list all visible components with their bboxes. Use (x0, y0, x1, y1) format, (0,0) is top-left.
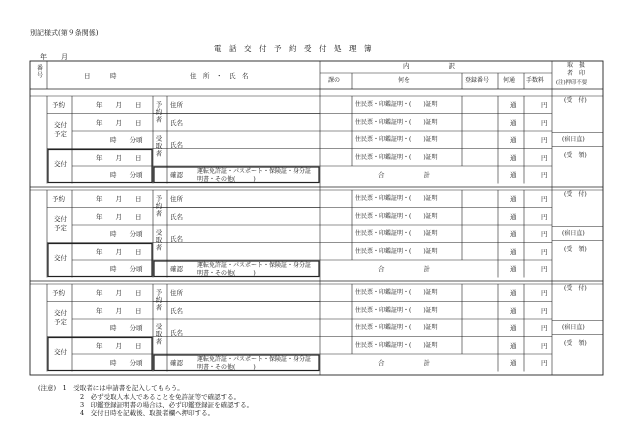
label-copies-unit: 通 (510, 171, 517, 179)
handler-duty: (宿日直) (562, 229, 585, 237)
handler-duty: (宿日直) (562, 323, 585, 331)
label-copies-unit: 通 (510, 359, 517, 367)
label-cert: 住民票・印鑑証明・( )証明 (355, 153, 438, 161)
label-reserve: 予約 (52, 101, 65, 109)
label-fee-unit: 円 (541, 153, 548, 162)
header-handler-note: (注)押印不要 (556, 80, 588, 86)
label-name: 氏名 (170, 212, 183, 221)
label-copies-unit: 通 (510, 265, 517, 273)
label-fee-unit: 円 (541, 306, 548, 315)
header-datetime: 日 時 (84, 72, 117, 80)
label-address: 住所 (170, 101, 183, 109)
label-date: 年 月 日 (96, 341, 142, 350)
label-confirm: 確認 (170, 265, 183, 273)
label-cert: 住民票・印鑑証明・( )証明 (355, 101, 438, 108)
header-breakdown: 内 訳 (403, 62, 455, 70)
label-time: 時 分頃 (110, 136, 143, 144)
header-address-name: 住 所 ・ 氏 名 (190, 72, 249, 80)
label-date: 年 月 日 (96, 247, 142, 256)
label-deliver: 交付 (54, 159, 67, 168)
label-time: 時 分頃 (110, 171, 143, 179)
label-reserver: 予約者 (154, 101, 163, 124)
label-time: 時 分頃 (110, 265, 143, 273)
label-copies-unit: 通 (510, 306, 517, 315)
label-deliver-plan: 交付 予定 (54, 308, 67, 326)
handler-duty: (宿日直) (562, 135, 585, 143)
label-fee-unit: 円 (541, 247, 548, 256)
label-reserve: 予約 (52, 195, 65, 203)
label-cert: 住民票・印鑑証明・( )証明 (355, 247, 438, 255)
handler-accept: (受 付) (564, 191, 587, 198)
form-reference: 別記様式(第９条関係) (30, 29, 99, 37)
label-fee-unit: 円 (541, 195, 548, 203)
label-cert: 住民票・印鑑証明・( )証明 (355, 212, 438, 220)
label-date: 年 月 日 (96, 306, 142, 315)
label-deliver: 交付 (54, 347, 67, 356)
label-recipient: 受取者 (154, 135, 163, 158)
label-copies-unit: 通 (510, 153, 517, 162)
label-cert: 住民票・印鑑証明・( )証明 (355, 324, 438, 331)
label-fee-unit: 円 (541, 359, 548, 367)
handler-receive: (受 領) (564, 245, 587, 253)
year-month-label: 年 月 (40, 53, 68, 61)
confirm-text: 運転免許証・パスポート・保険証・身分証明書・その他( ) (197, 356, 312, 371)
label-cert: 住民票・印鑑証明・( )証明 (355, 195, 438, 202)
label-cert: 住民票・印鑑証明・( )証明 (355, 289, 438, 296)
label-date: 年 月 日 (96, 118, 142, 127)
label-copies-unit: 通 (510, 230, 517, 238)
label-reserve: 予約 (52, 289, 65, 297)
note-2: 2 必ず受取人本人であることを免許証等で確認する。 (80, 393, 241, 401)
label-date: 年 月 日 (96, 101, 142, 109)
confirm-text: 運転免許証・パスポート・保険証・身分証明書・その他( ) (197, 168, 312, 183)
label-name: 氏名 (170, 140, 183, 149)
handler-accept: (受 付) (564, 97, 587, 104)
label-reserver: 予約者 (154, 195, 163, 218)
label-fee-unit: 円 (541, 171, 548, 179)
label-total: 合 計 (378, 265, 430, 273)
label-copies-unit: 通 (510, 136, 517, 144)
label-date: 年 月 日 (96, 153, 142, 162)
label-cert: 住民票・印鑑証明・( )証明 (355, 230, 438, 237)
label-fee-unit: 円 (541, 324, 548, 332)
confirm-text: 運転免許証・パスポート・保険証・身分証明書・その他( ) (197, 262, 312, 277)
label-fee-unit: 円 (541, 265, 548, 273)
label-cert: 住民票・印鑑証明・( )証明 (355, 306, 438, 314)
header-copies: 何通 (503, 77, 516, 84)
label-date: 年 月 日 (96, 212, 142, 221)
label-confirm: 確認 (170, 359, 183, 367)
label-copies-unit: 通 (510, 324, 517, 332)
label-address: 住所 (170, 289, 183, 297)
label-cert: 住民票・印鑑証明・( )証明 (355, 136, 438, 143)
label-deliver-plan: 交付 予定 (54, 120, 67, 138)
label-deliver: 交付 (54, 253, 67, 262)
label-address: 住所 (170, 195, 183, 203)
note-3: 3 印鑑登録証明書の場合は、必ず印鑑登録証を確認する。 (80, 401, 254, 409)
label-reserver: 予約者 (154, 289, 163, 312)
label-copies-unit: 通 (510, 212, 517, 221)
label-total: 合 計 (378, 359, 430, 367)
label-fee-unit: 円 (541, 212, 548, 221)
label-total: 合 計 (378, 171, 430, 179)
label-time: 時 分頃 (110, 230, 143, 238)
label-recipient: 受取者 (154, 229, 163, 252)
label-cert: 住民票・印鑑証明・( )証明 (355, 118, 438, 126)
label-fee-unit: 円 (541, 289, 548, 297)
header-section: 課の (328, 77, 341, 84)
label-fee-unit: 円 (541, 118, 548, 127)
label-fee-unit: 円 (541, 136, 548, 144)
label-recipient: 受取者 (154, 323, 163, 346)
header-reg-no: 登録番号 (465, 77, 490, 84)
header-fee: 手数料 (526, 77, 545, 84)
page-title: 電 話 交 付 予 約 受 付 処 理 簿 (214, 44, 372, 53)
label-cert: 住民票・印鑑証明・( )証明 (355, 341, 438, 349)
header-what: 何を (398, 77, 411, 84)
note-1: (注意) 1 受取者には申請書を記入してもらう。 (38, 384, 184, 392)
label-fee-unit: 円 (541, 230, 548, 238)
handler-receive: (受 領) (564, 339, 587, 347)
label-copies-unit: 通 (510, 195, 517, 203)
label-time: 時 分頃 (110, 359, 143, 367)
header-handler: 取 扱 者 印 (567, 62, 586, 77)
label-deliver-plan: 交付 予定 (54, 214, 67, 232)
label-confirm: 確認 (170, 171, 183, 179)
label-name: 氏名 (170, 234, 183, 243)
label-name: 氏名 (170, 306, 183, 315)
handler-receive: (受 領) (564, 151, 587, 159)
label-fee-unit: 円 (541, 101, 548, 109)
label-time: 時 分頃 (110, 324, 143, 332)
label-copies-unit: 通 (510, 247, 517, 256)
label-copies-unit: 通 (510, 289, 517, 297)
label-date: 年 月 日 (96, 289, 142, 297)
handler-accept: (受 付) (564, 285, 587, 292)
label-copies-unit: 通 (510, 101, 517, 109)
label-copies-unit: 通 (510, 118, 517, 127)
label-fee-unit: 円 (541, 341, 548, 350)
label-date: 年 月 日 (96, 195, 142, 203)
header-number: 番号 (37, 65, 44, 79)
label-copies-unit: 通 (510, 341, 517, 350)
label-name: 氏名 (170, 328, 183, 337)
label-name: 氏名 (170, 118, 183, 127)
note-4: 4 交付日時を記載後、取扱者欄へ押印する。 (80, 409, 215, 417)
